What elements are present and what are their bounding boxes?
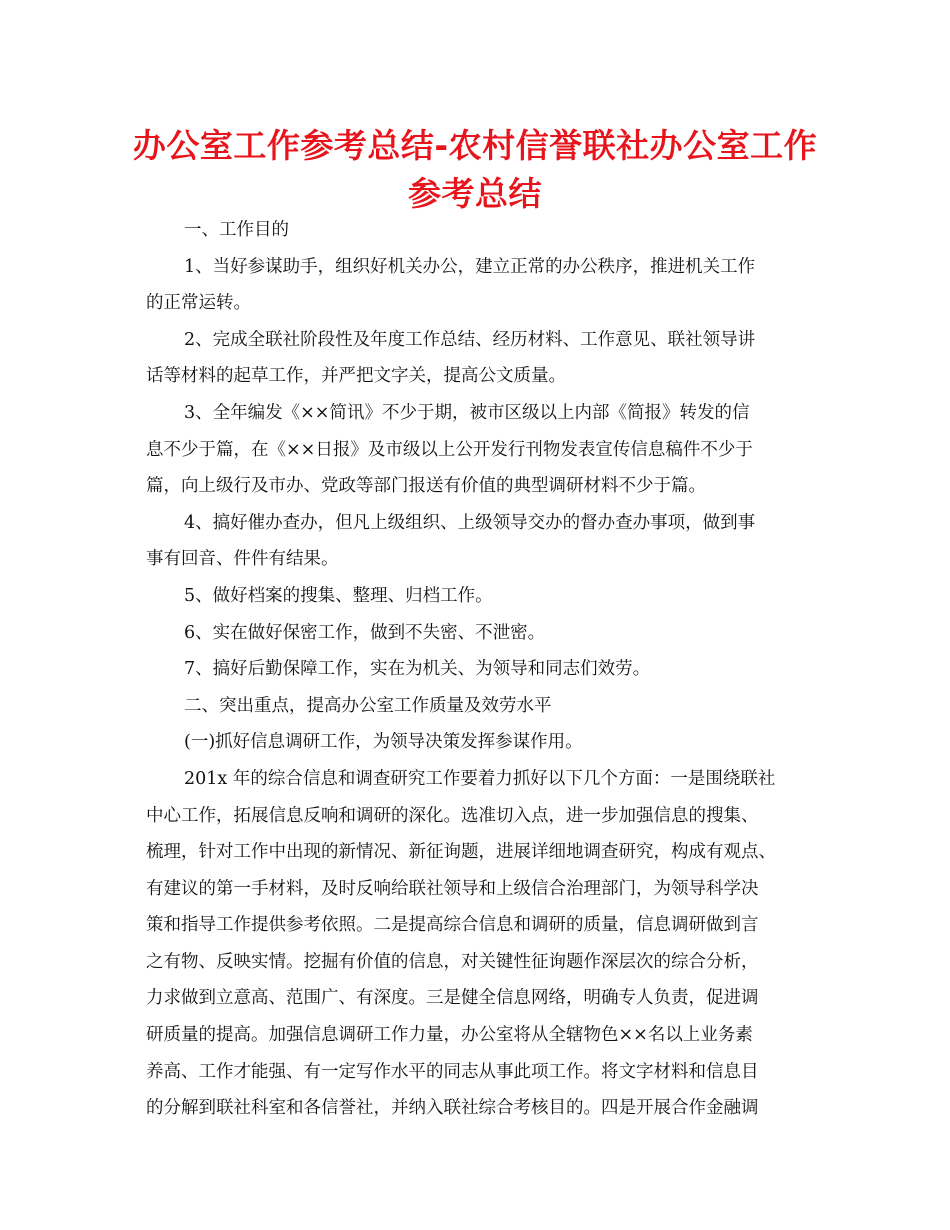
paragraph-line: 事有回音、件件有结果。 xyxy=(146,549,339,570)
paragraph-line: 二、突出重点，提高办公室工作质量及效劳水平 xyxy=(184,695,552,716)
paragraph-line: 之有物、反映实情。挖掘有价值的信息，对关键性征询题作深层次的综合分析， xyxy=(146,951,759,972)
paragraph-line: 201x 年的综合信息和调查研究工作要着力抓好以下几个方面：一是围绕联社 xyxy=(184,768,776,789)
paragraph-line: 力求做到立意高、范围广、有深度。三是健全信息网络，明确专人负责，促进调 xyxy=(146,988,759,1009)
paragraph-line: 有建议的第一手材料，及时反响给联社领导和上级信合治理部门，为领导科学决 xyxy=(146,878,759,899)
paragraph-line: 1、当好参谋助手，组织好机关办公，建立正常的办公秩序，推进机关工作 xyxy=(184,256,756,277)
paragraph-line: 话等材料的起草工作，并严把文字关，提高公文质量。 xyxy=(146,366,566,387)
paragraph-line: 的正常运转。 xyxy=(146,293,251,314)
title-line: 参考总结 xyxy=(408,174,542,213)
paragraph-line: 7、搞好后勤保障工作，实在为机关、为领导和同志们效劳。 xyxy=(184,659,651,680)
document-title xyxy=(100,122,850,218)
paragraph-line: 研质量的提高。加强信息调研工作力量，办公室将从全辖物色××名以上业务素 xyxy=(146,1025,753,1046)
paragraph-line: (一)抓好信息调研工作，为领导决策发挥参谋作用。 xyxy=(184,732,583,753)
paragraph-line: 一、工作目的 xyxy=(184,220,289,240)
paragraph-line: 策和指导工作提供参考依照。二是提高综合信息和调研的质量，信息调研做到言 xyxy=(146,915,759,936)
document-body xyxy=(146,212,806,1127)
paragraph-line: 6、实在做好保密工作，做到不失密、不泄密。 xyxy=(184,622,546,643)
paragraph-line: 的分解到联社科室和各信誉社，并纳入联社综合考核目的。四是开展合作金融调 xyxy=(146,1098,759,1119)
paragraph-line: 梳理，针对工作中出现的新情况、新征询题，进展详细地调查研究，构成有观点、 xyxy=(146,842,776,863)
paragraph-line: 养高、工作才能强、有一定写作水平的同志从事此项工作。将文字材料和信息目 xyxy=(146,1061,759,1082)
paragraph-line: 5、做好档案的搜集、整理、归档工作。 xyxy=(184,585,493,606)
paragraph-line: 息不少于篇，在《××日报》及市级以上公开发行刊物发表宣传信息稿件不少于 xyxy=(146,439,753,460)
paragraph-line: 中心工作，拓展信息反响和调研的深化。选准切入点，进一步加强信息的搜集、 xyxy=(146,805,759,826)
title-line: 办公室工作参考总结-农村信誉联社办公室工作 xyxy=(132,126,818,165)
paragraph-line: 2、完成全联社阶段性及年度工作总结、经历材料、工作意见、联社领导讲 xyxy=(184,329,756,350)
paragraph-line: 篇，向上级行及市办、党政等部门报送有价值的典型调研材料不少于篇。 xyxy=(146,476,706,497)
paragraph-line: 4、搞好催办查办，但凡上级组织、上级领导交办的督办查办事项，做到事 xyxy=(184,512,756,533)
paragraph-line: 3、全年编发《××简讯》不少于期，被市区级以上内部《简报》转发的信 xyxy=(184,402,750,423)
